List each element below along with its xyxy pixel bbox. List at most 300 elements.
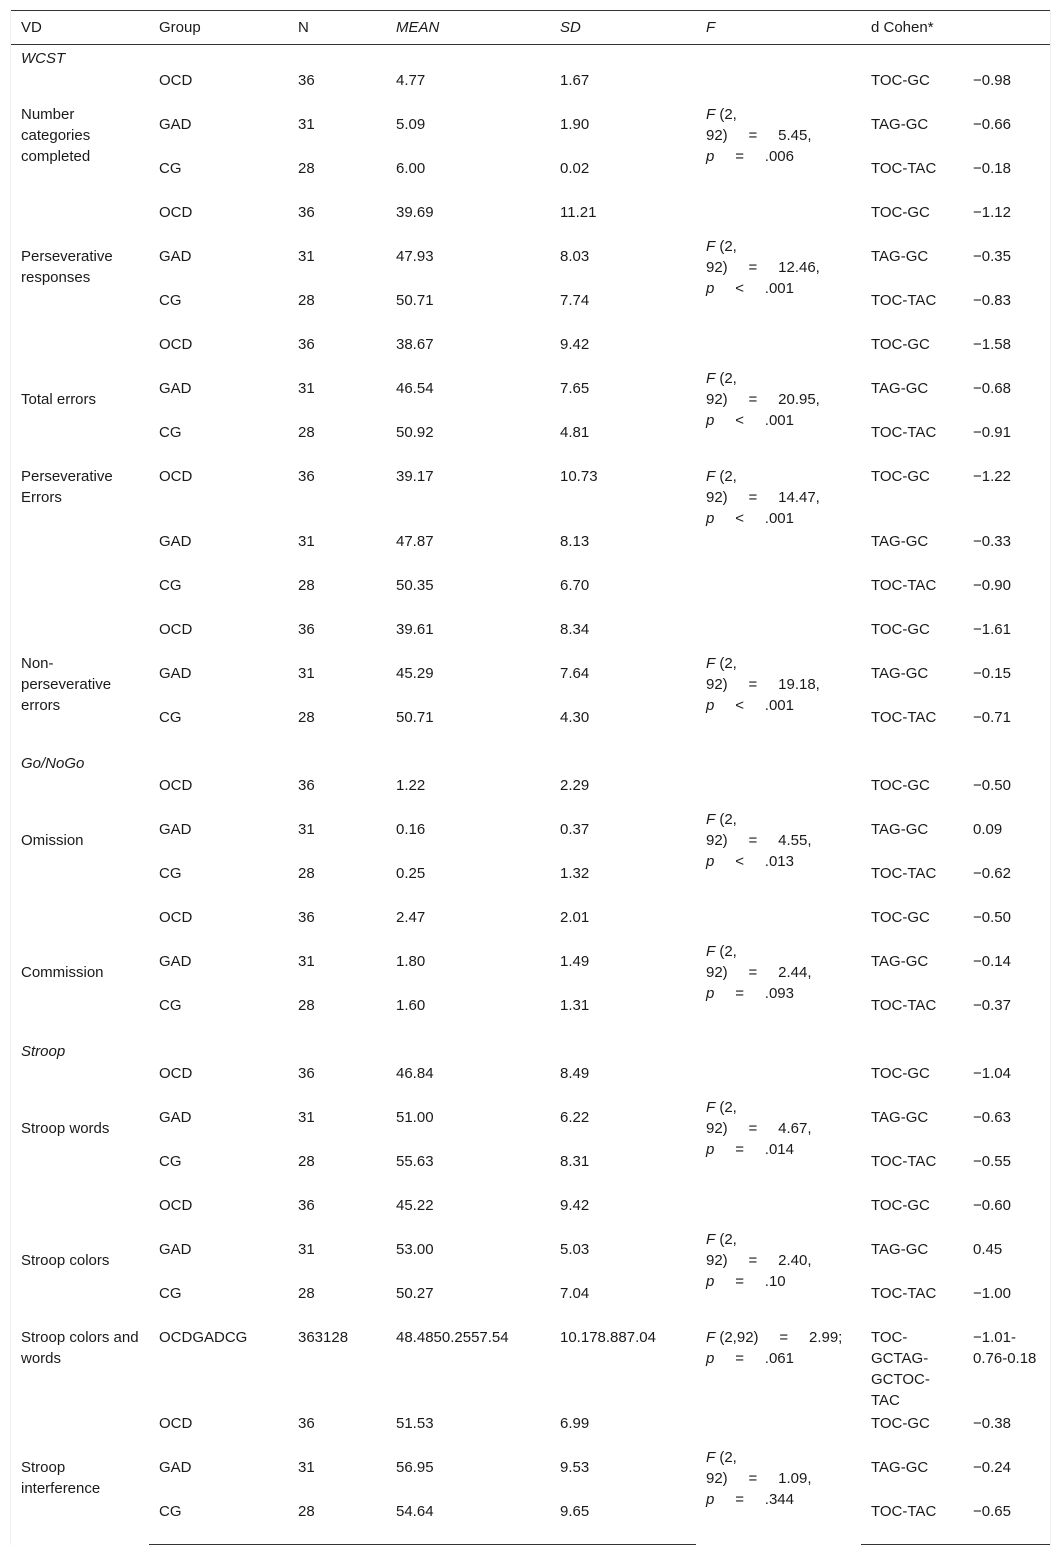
- f-statistic-cell: [696, 906, 861, 1038]
- group-cell: GAD: [159, 116, 192, 133]
- f-value: 2.40,: [778, 1251, 812, 1269]
- variable-name: Stroop interference: [21, 1459, 101, 1498]
- d-cohen-value: −0.35: [973, 248, 1011, 265]
- table-row: [11, 1456, 1050, 1500]
- d-cohen-value: −0.24: [973, 1459, 1011, 1476]
- d-comparison-label: TOC-GC: [871, 909, 930, 926]
- mean-cell: 0.16: [396, 821, 426, 838]
- d-comparison-label: TOC-TAC: [871, 1285, 937, 1302]
- f-letter: F: [706, 1329, 716, 1346]
- p-letter: p: [706, 1140, 715, 1158]
- f-operator: =: [748, 1119, 758, 1137]
- f-statistic-cell: [696, 1326, 861, 1412]
- table-row: [11, 1326, 1050, 1412]
- group-cell: OCD: [159, 777, 193, 794]
- variable-name: Perseverative Errors: [21, 468, 113, 506]
- n-cell: 36: [298, 468, 315, 485]
- n-cell: 28: [298, 997, 315, 1014]
- mean-cell: 47.87: [396, 533, 434, 550]
- table-row: [11, 113, 1050, 157]
- sd-cell: 9.65: [550, 1500, 696, 1545]
- p-operator: =: [735, 1140, 744, 1158]
- d-cohen-value: −0.66: [973, 116, 1011, 133]
- d-cohen-value: −1.61: [973, 621, 1011, 638]
- table-row: [11, 69, 1050, 113]
- variable-name: Omission: [21, 831, 84, 849]
- mean-cell: 1.22: [396, 777, 426, 794]
- f-statistic-cell: [696, 1412, 861, 1545]
- p-operator: <: [735, 696, 744, 714]
- f-operator: =: [779, 1329, 789, 1346]
- n-cell: 36: [298, 1415, 315, 1432]
- d-cohen-value: −0.91: [973, 424, 1011, 441]
- sd-cell: 8.49: [560, 1065, 590, 1082]
- f-operator: =: [748, 675, 758, 693]
- header-mean: MEAN: [386, 11, 550, 45]
- group-cell: OCD: [159, 1197, 193, 1214]
- d-cohen-value: 0.09: [973, 821, 1003, 838]
- p-letter: p: [706, 510, 715, 527]
- f-df: (2, 92): [706, 1230, 737, 1269]
- table-row: [11, 377, 1050, 421]
- p-value: .013: [764, 852, 794, 870]
- mean-cell: 47.93: [396, 248, 434, 265]
- n-cell: 363128: [298, 1329, 349, 1346]
- header-group: Group: [149, 11, 288, 45]
- d-cohen-value: −0.62: [973, 865, 1011, 882]
- p-value: .014: [764, 1140, 794, 1158]
- d-cohen-value: −0.18: [973, 160, 1011, 177]
- d-comparison-label: TAG-GC: [871, 1241, 929, 1258]
- f-statistic: [706, 653, 824, 716]
- d-cohen-value: −0.90: [973, 577, 1011, 594]
- mean-cell: 45.29: [396, 665, 434, 682]
- variable-name: Number categories completed: [21, 105, 91, 165]
- n-cell: 36: [298, 204, 315, 221]
- mean-cell: 50.27: [396, 1285, 434, 1302]
- variable-name: Non-perseverative errors: [21, 654, 112, 714]
- f-operator: =: [748, 831, 758, 849]
- n-cell: 28: [298, 160, 315, 177]
- group-cell: CG: [159, 424, 182, 441]
- table-row: [11, 245, 1050, 289]
- table-row: [11, 574, 1050, 618]
- p-letter: p: [706, 147, 715, 165]
- p-operator: <: [735, 279, 744, 297]
- p-letter: p: [706, 1490, 715, 1508]
- f-statistic-cell: [696, 333, 861, 465]
- mean-cell: 46.54: [396, 380, 434, 397]
- p-operator: <: [735, 852, 744, 870]
- table-row: [11, 1238, 1050, 1282]
- section-title: WCST: [21, 50, 66, 67]
- group-cell: CG: [159, 577, 182, 594]
- f-statistic-cell: [696, 774, 861, 906]
- section-filler: [149, 45, 1050, 70]
- table-row: [11, 774, 1050, 818]
- group-cell: GAD: [159, 1109, 192, 1126]
- group-cell: OCD: [159, 909, 193, 926]
- table-row: [11, 157, 1050, 201]
- section-title: Stroop: [21, 1043, 66, 1060]
- n-cell: 28: [298, 865, 315, 882]
- p-value: .344: [764, 1490, 794, 1508]
- n-cell: 28: [298, 577, 315, 594]
- f-df: (2, 92): [706, 654, 737, 693]
- n-cell: 28: [298, 1153, 315, 1170]
- p-value: .001: [764, 279, 794, 297]
- results-table: [11, 10, 1050, 1545]
- table-row: [11, 333, 1050, 377]
- d-comparison-label: TAG-GC: [871, 533, 929, 550]
- p-operator: =: [735, 1490, 744, 1508]
- d-comparison-label: TOC-GCTAG-GCTOC-TAC: [871, 1329, 930, 1409]
- sd-cell: 2.01: [560, 909, 590, 926]
- d-comparison-label: TOC-TAC: [871, 160, 937, 177]
- d-comparison-label: TOC-TAC: [871, 709, 937, 726]
- table-row: [11, 1282, 1050, 1326]
- n-cell: 28: [288, 1500, 386, 1545]
- f-operator: =: [748, 1251, 758, 1269]
- f-operator: =: [748, 390, 758, 408]
- table-row: [11, 1150, 1050, 1194]
- d-comparison-label: TOC-TAC: [871, 1153, 937, 1170]
- n-cell: 28: [298, 1285, 315, 1302]
- group-cell: GAD: [159, 248, 192, 265]
- table-row: [11, 818, 1050, 862]
- f-statistic-cell: [696, 1062, 861, 1194]
- d-cohen-value: −0.50: [973, 909, 1011, 926]
- f-value: 12.46,: [778, 258, 820, 276]
- p-letter: p: [706, 1350, 715, 1367]
- p-value: .061: [764, 1350, 794, 1367]
- f-value: 4.67,: [778, 1119, 812, 1137]
- p-operator: <: [735, 510, 744, 527]
- sd-cell: 9.42: [560, 1197, 590, 1214]
- p-value: .006: [764, 147, 794, 165]
- n-cell: 31: [298, 1459, 315, 1476]
- f-statistic: [706, 809, 824, 872]
- mean-cell: 53.00: [396, 1241, 434, 1258]
- n-cell: 36: [298, 1197, 315, 1214]
- d-cohen-value: −0.60: [973, 1197, 1011, 1214]
- d-cohen-value: −1.01-0.76-0.18: [973, 1329, 1037, 1367]
- f-statistic-cell: [696, 1194, 861, 1326]
- table-row: [11, 662, 1050, 706]
- n-cell: 31: [298, 665, 315, 682]
- n-cell: 31: [298, 1241, 315, 1258]
- sd-cell: 6.70: [560, 577, 590, 594]
- n-cell: 28: [298, 292, 315, 309]
- n-cell: 36: [298, 909, 315, 926]
- f-df: (2, 92): [706, 1448, 737, 1487]
- sd-cell: 1.67: [560, 72, 590, 89]
- f-letter: F: [706, 810, 716, 828]
- f-statistic: [706, 1447, 824, 1510]
- sd-cell: 10.178.887.04: [560, 1329, 656, 1346]
- d-cohen-value: −0.37: [973, 997, 1011, 1014]
- d-comparison-label: TOC-GC: [871, 1065, 930, 1082]
- table-row: [11, 994, 1050, 1038]
- f-statistic-cell: [696, 201, 861, 333]
- sd-cell: 8.13: [560, 533, 590, 550]
- section-row: [11, 45, 1050, 70]
- d-cohen-value: −0.65: [963, 1500, 1050, 1545]
- section-filler: [149, 750, 1050, 774]
- d-comparison-label: TOC-GC: [871, 1197, 930, 1214]
- p-value: .093: [764, 984, 794, 1002]
- p-letter: p: [706, 984, 715, 1002]
- d-comparison-label: TAG-GC: [871, 248, 929, 265]
- group-cell: CG: [159, 1285, 182, 1302]
- n-cell: 31: [298, 533, 315, 550]
- d-comparison-label: TAG-GC: [871, 1109, 929, 1126]
- group-cell: GAD: [159, 821, 192, 838]
- d-comparison-label: TOC-TAC: [871, 424, 937, 441]
- f-df: (2, 92): [706, 810, 737, 849]
- f-statistic-cell: [696, 530, 861, 574]
- mean-cell: 4.77: [396, 72, 426, 89]
- table-row: [11, 530, 1050, 574]
- n-cell: 28: [298, 424, 315, 441]
- p-value: .001: [764, 510, 794, 527]
- f-statistic: [706, 104, 824, 167]
- sd-cell: 4.30: [560, 709, 590, 726]
- group-cell: OCD: [159, 72, 193, 89]
- sd-cell: 6.22: [560, 1109, 590, 1126]
- f-operator: =: [748, 126, 758, 144]
- sd-cell: 1.90: [560, 116, 590, 133]
- sd-cell: 9.42: [560, 336, 590, 353]
- mean-cell: 50.92: [396, 424, 434, 441]
- mean-cell: 48.4850.2557.54: [396, 1329, 509, 1346]
- n-cell: 31: [298, 1109, 315, 1126]
- table-row: [11, 289, 1050, 333]
- f-statistic-cell: [696, 69, 861, 201]
- d-cohen-value: −0.68: [973, 380, 1011, 397]
- sd-cell: 1.32: [560, 865, 590, 882]
- f-statistic: [706, 941, 824, 1004]
- d-cohen-value: −1.00: [973, 1285, 1011, 1302]
- d-comparison-label: TAG-GC: [871, 1459, 929, 1476]
- f-statistic-cell: [696, 574, 861, 618]
- p-operator: =: [735, 1350, 744, 1367]
- group-cell: CG: [149, 1500, 288, 1545]
- header-vd: VD: [11, 11, 149, 45]
- mean-cell: 46.84: [396, 1065, 434, 1082]
- mean-cell: 50.71: [396, 709, 434, 726]
- table-row: [11, 862, 1050, 906]
- f-value: 2.44,: [778, 963, 812, 981]
- f-letter: F: [706, 105, 716, 123]
- sd-cell: 4.81: [560, 424, 590, 441]
- p-operator: =: [735, 147, 744, 165]
- n-cell: 31: [298, 116, 315, 133]
- p-letter: p: [706, 279, 715, 297]
- d-cohen-value: −1.04: [973, 1065, 1011, 1082]
- n-cell: 31: [298, 821, 315, 838]
- variable-name: [11, 574, 149, 618]
- f-df: (2, 92): [706, 105, 737, 144]
- header-d-cohen: d Cohen*: [861, 11, 1050, 45]
- group-cell: OCD: [159, 1065, 193, 1082]
- d-comparison-label: TOC-GC: [871, 72, 930, 89]
- group-cell: OCD: [159, 621, 193, 638]
- group-cell: OCD: [159, 336, 193, 353]
- f-operator: =: [748, 489, 758, 506]
- table-row: [11, 950, 1050, 994]
- d-cohen-value: −0.50: [973, 777, 1011, 794]
- d-comparison-label: TAG-GC: [871, 953, 929, 970]
- p-letter: p: [706, 696, 715, 714]
- d-cohen-value: −0.33: [973, 533, 1011, 550]
- table-row: [11, 465, 1050, 530]
- p-value: .001: [764, 411, 794, 429]
- mean-cell: 5.09: [396, 116, 426, 133]
- f-letter: F: [706, 942, 716, 960]
- f-df: (2, 92): [706, 1098, 737, 1137]
- table-row: [11, 1194, 1050, 1238]
- table-row: [11, 1500, 1050, 1545]
- table-row: [11, 421, 1050, 465]
- group-cell: GAD: [159, 665, 192, 682]
- mean-cell: 39.69: [396, 204, 434, 221]
- d-comparison-label: TAG-GC: [871, 116, 929, 133]
- n-cell: 31: [298, 953, 315, 970]
- group-cell: GAD: [159, 380, 192, 397]
- f-value: 5.45,: [778, 126, 812, 144]
- sd-cell: 7.74: [560, 292, 590, 309]
- sd-cell: 7.04: [560, 1285, 590, 1302]
- f-value: 19.18,: [778, 675, 820, 693]
- group-cell: CG: [159, 160, 182, 177]
- d-cohen-value: −0.83: [973, 292, 1011, 309]
- f-operator: =: [748, 963, 758, 981]
- d-comparison-label: TOC-TAC: [871, 577, 937, 594]
- sd-cell: 0.02: [560, 160, 590, 177]
- mean-cell: 6.00: [396, 160, 426, 177]
- d-cohen-value: −0.63: [973, 1109, 1011, 1126]
- group-cell: OCD: [159, 204, 193, 221]
- section-title: Go/NoGo: [21, 755, 85, 772]
- section-row: [11, 750, 1050, 774]
- group-cell: CG: [159, 997, 182, 1014]
- table-row: [11, 1106, 1050, 1150]
- sd-cell: 7.64: [560, 665, 590, 682]
- f-statistic: [706, 1229, 824, 1292]
- variable-name: Stroop words: [21, 1119, 110, 1137]
- mean-cell: 1.80: [396, 953, 426, 970]
- f-statistic: [706, 236, 824, 299]
- table-row: [11, 1412, 1050, 1456]
- group-cell: OCD: [159, 468, 193, 485]
- variable-name: Total errors: [21, 390, 97, 408]
- f-statistic-cell: [696, 618, 861, 750]
- mean-cell: 45.22: [396, 1197, 434, 1214]
- n-cell: 31: [298, 380, 315, 397]
- header-n: N: [288, 11, 386, 45]
- variable-name: Stroop colors: [21, 1251, 110, 1269]
- group-cell: CG: [159, 709, 182, 726]
- header-row: [11, 11, 1050, 45]
- mean-cell: 38.67: [396, 336, 434, 353]
- f-value: 20.95,: [778, 390, 820, 408]
- d-comparison-label: TOC-GC: [871, 336, 930, 353]
- header-sd: SD: [550, 11, 696, 45]
- mean-cell: 50.35: [396, 577, 434, 594]
- d-comparison-label: TOC-GC: [871, 204, 930, 221]
- mean-cell: 0.25: [396, 865, 426, 882]
- f-letter: F: [706, 237, 716, 255]
- d-cohen-value: −0.38: [973, 1415, 1011, 1432]
- f-value: 14.47,: [778, 489, 820, 506]
- group-cell: GAD: [159, 1241, 192, 1258]
- f-statistic: [706, 1097, 824, 1160]
- mean-cell: 1.60: [396, 997, 426, 1014]
- f-df: (2, 92): [706, 369, 737, 408]
- f-value: 4.55,: [778, 831, 812, 849]
- p-letter: p: [706, 852, 715, 870]
- d-cohen-value: −0.14: [973, 953, 1011, 970]
- sd-cell: 0.37: [560, 821, 590, 838]
- mean-cell: 51.53: [396, 1415, 434, 1432]
- d-comparison-label: TAG-GC: [871, 665, 929, 682]
- n-cell: 28: [298, 709, 315, 726]
- f-df: (2,92): [719, 1329, 759, 1346]
- p-operator: <: [735, 411, 744, 429]
- sd-cell: 5.03: [560, 1241, 590, 1258]
- d-comparison-label: TOC-TAC: [861, 1500, 963, 1545]
- sd-cell: 8.03: [560, 248, 590, 265]
- p-value: .10: [764, 1272, 786, 1290]
- table-body: [11, 45, 1050, 1545]
- f-df: (2, 92): [706, 942, 737, 981]
- group-cell: OCDGADCG: [159, 1329, 248, 1346]
- d-comparison-label: TOC-GC: [871, 621, 930, 638]
- sd-cell: 6.99: [560, 1415, 590, 1432]
- d-cohen-value: −0.71: [973, 709, 1011, 726]
- sd-cell: 1.31: [560, 997, 590, 1014]
- f-operator: =: [748, 258, 758, 276]
- variable-name: Stroop colors and words: [21, 1329, 139, 1367]
- section-row: [11, 1038, 1050, 1062]
- d-comparison-label: TAG-GC: [871, 821, 929, 838]
- table-row: [11, 706, 1050, 750]
- variable-name: Perseverative responses: [21, 248, 113, 286]
- f-value: 1.09,: [778, 1469, 812, 1487]
- group-cell: CG: [159, 292, 182, 309]
- header-f: F: [696, 11, 861, 45]
- mean-cell: 51.00: [396, 1109, 434, 1126]
- group-cell: CG: [159, 865, 182, 882]
- section-filler: [149, 1038, 1050, 1062]
- table-row: [11, 618, 1050, 662]
- f-letter: F: [706, 369, 716, 387]
- sd-cell: 11.21: [560, 204, 597, 221]
- f-statistic-cell: [696, 465, 861, 530]
- d-comparison-label: TAG-GC: [871, 380, 929, 397]
- f-letter: F: [706, 1098, 716, 1116]
- p-operator: =: [735, 1272, 744, 1290]
- group-cell: GAD: [159, 1459, 192, 1476]
- d-cohen-value: −0.98: [973, 72, 1011, 89]
- p-value: .001: [764, 696, 794, 714]
- mean-cell: 39.17: [396, 468, 434, 485]
- sd-cell: 2.29: [560, 777, 590, 794]
- n-cell: 36: [298, 72, 315, 89]
- f-operator: =: [748, 1469, 758, 1487]
- f-statistic: [706, 1327, 843, 1369]
